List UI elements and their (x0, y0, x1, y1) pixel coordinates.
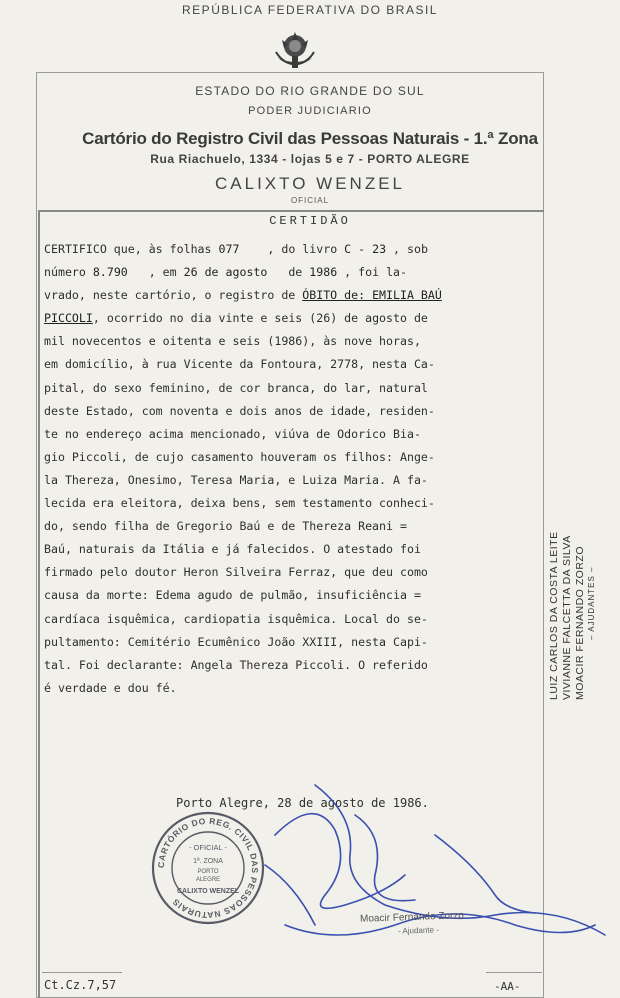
coat-of-arms-icon (272, 28, 318, 72)
ajudante-name: MOACIR FERNANDO ZORZO (574, 546, 586, 700)
text-segment: número (44, 265, 93, 280)
body-line: mil novecentos e oitenta e seis (1986), às nove horas, (44, 334, 421, 349)
data-registro-value: 26 de agosto (183, 265, 268, 280)
ajudante-name: VIVIANNE FALCETTA DA SILVA (561, 535, 573, 700)
body-line: lecida era eleitora, deixa bens, sem testamento conheci- (44, 496, 435, 511)
certificate-body (44, 238, 544, 700)
text-segment: , ocorrido no dia vinte e seis (26) de agosto de (92, 311, 428, 326)
ajudantes-list (548, 460, 600, 700)
body-line: gio Piccoli, de cujo casamento houveram os filhos: Ange- (44, 449, 435, 464)
stamp-line: - OFICIAL - (188, 843, 228, 852)
body-line: firmado pelo doutor Heron Silveira Ferraz, que deu como (44, 565, 428, 580)
stamp-line: 1ª. ZONA (193, 858, 223, 865)
text-segment: , em (127, 265, 184, 280)
body-line: deste Estado, com noventa e dois anos de idade, residen- (44, 403, 435, 418)
body-line (44, 307, 544, 330)
text-segment: , sob (386, 242, 428, 256)
signature-name: Moacir Fernando Zorzo (359, 910, 465, 925)
cartorio-address: Rua Riachuelo, 1334 - lojas 5 e 7 - PORTO ALEGRE (150, 152, 470, 166)
body-line: Baú, naturais da Itália e já falecidos. O atestado foi (44, 542, 421, 557)
body-line: é verdade e dou fé. (44, 680, 177, 695)
tipo-registro-nome: ÓBITO de: EMILIA BAÚ (302, 288, 442, 303)
oficial-title: OFICIAL (290, 196, 330, 205)
official-stamp (150, 810, 266, 926)
oficial-name: CALIXTO WENZEL (215, 174, 405, 193)
text-segment: vrado, neste cartório, o registro de (44, 288, 303, 303)
body-line: pultamento: Cemitério Ecumênico João XXIII, nesta Capi- (44, 634, 428, 649)
stamp-line: CALIXTO WENZEL (176, 888, 240, 895)
body-line: pital, do sexo feminino, de cor branca, do lar, natural (44, 380, 428, 395)
sobrenome-value: PICCOLI (44, 311, 93, 326)
place-and-date: Porto Alegre, 28 de agosto de 1986. (176, 796, 429, 810)
stamp-line: ALEGRE (195, 877, 221, 883)
certidao-title: CERTIDÃO (269, 214, 351, 228)
body-line (44, 238, 544, 261)
folhas-value: 077 (218, 242, 240, 256)
footer-divider (486, 972, 542, 973)
text-segment: de (267, 265, 310, 280)
numero-value: 8.790 (92, 265, 128, 280)
footer-divider (42, 972, 122, 973)
livro-value: C - 23 (344, 242, 387, 256)
estado-heading: ESTADO DO RIO GRANDE DO SUL (195, 84, 425, 98)
body-line: tal. Foi declarante: Angela Thereza Piccoli. O referido (44, 657, 428, 672)
signature-role: - Ajudante - (397, 925, 440, 936)
body-line: do, sendo filha de Gregorio Baú e de Thereza Reani = (44, 519, 407, 534)
body-line: causa da morte: Edema agudo de pulmão, insuficiência = (44, 588, 421, 603)
ajudantes-label: – AJUDANTES – (587, 566, 596, 640)
ano-registro-value: 1986 (309, 265, 338, 280)
republica-heading: REPÚBLICA FEDERATIVA DO BRASIL (182, 3, 438, 17)
ajudante-name: LUIZ CARLOS DA COSTA LEITE (548, 531, 560, 700)
stamp-line: PORTO (197, 869, 219, 875)
body-line: cardíaca isquêmica, cardiopatia isquêmica. Local do se- (44, 611, 428, 626)
text-segment: , do livro (239, 242, 345, 256)
body-line: te no endereço acima mencionado, viúva de Odorico Bia- (44, 426, 421, 441)
fee-code: Ct.Cz.7,57 (44, 978, 117, 992)
text-segment: , foi la- (337, 265, 408, 280)
text-segment: CERTIFICO que, às folhas (44, 242, 219, 256)
body-line (44, 284, 544, 307)
clerk-initials: -AA- (494, 980, 521, 993)
stamp-outer-text: CARTÓRIO DO REG. CIVIL DAS PESSOAS NATURAIS (155, 815, 261, 921)
body-line: em domicílio, à rua Vicente da Fontoura, 2778, nesta Ca- (44, 357, 435, 372)
body-line (44, 261, 544, 284)
cartorio-title: Cartório do Registro Civil das Pessoas Naturais - 1.ª Zona (82, 129, 538, 148)
body-line: la Thereza, Onesimo, Teresa Maria, e Luiza Maria. A fa- (44, 472, 428, 487)
poder-heading: PODER JUDICIARIO (248, 105, 372, 117)
